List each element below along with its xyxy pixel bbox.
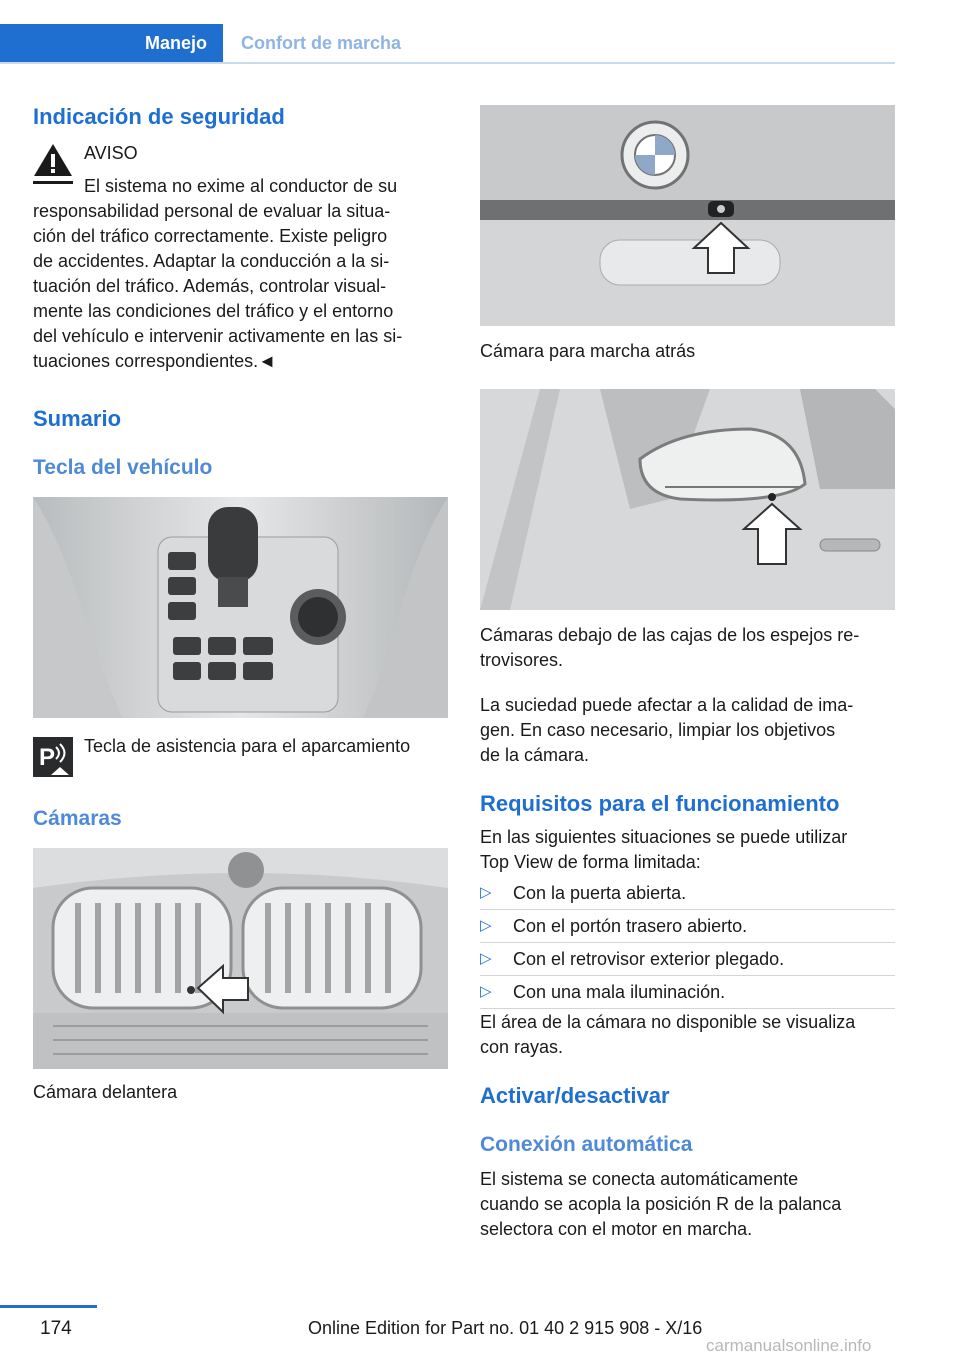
bullet-triangle-icon: ▷ xyxy=(480,950,492,967)
bullet-triangle-icon: ▷ xyxy=(480,917,492,934)
footer-rule xyxy=(0,1305,97,1308)
dirt-line: de la cámara. xyxy=(480,745,590,765)
page-number: 174 xyxy=(40,1318,72,1339)
list-item: ▷ Con el portón trasero abierto. xyxy=(480,913,895,939)
requirements-intro-line: En las siguientes situaciones se puede utilizar xyxy=(480,827,848,847)
warning-line: El sistema no exime al conductor de su xyxy=(84,176,398,196)
mirror-caption-line: trovisores. xyxy=(480,650,564,670)
list-divider xyxy=(480,1008,895,1009)
warning-line: ción del tráfico correctamente. Existe peligro xyxy=(33,226,388,246)
bullet-triangle-icon: ▷ xyxy=(480,884,492,901)
warning-line: tuación del tráfico. Además, controlar visual- xyxy=(33,276,387,296)
safety-heading: Indicación de seguridad xyxy=(33,104,285,129)
front-camera-photo xyxy=(33,848,448,1069)
list-item: ▷ Con una mala iluminación. xyxy=(480,979,895,1005)
warning-line: tuaciones correspondientes.◄ xyxy=(33,351,276,371)
list-divider xyxy=(480,909,895,910)
dirt-line: gen. En caso necesario, limpiar los objetivos xyxy=(480,720,836,740)
tab-confort-de-marcha[interactable]: Confort de marcha xyxy=(241,33,402,53)
requirements-heading: Requisitos para el funcionamiento xyxy=(480,791,840,816)
svg-text:P: P xyxy=(39,744,56,771)
activate-heading: Activar/desactivar xyxy=(480,1083,670,1108)
warning-title: AVISO xyxy=(84,143,138,163)
mirror-caption-line: Cámaras debajo de las cajas de los espejos re- xyxy=(480,625,860,645)
list-item: ▷ Con el retrovisor exterior plegado. xyxy=(480,946,895,972)
front-camera-caption: Cámara delantera xyxy=(33,1082,178,1102)
rear-camera-caption: Cámara para marcha atrás xyxy=(480,341,696,361)
auto-line: El sistema se conecta automáticamente xyxy=(480,1169,799,1189)
center-console-photo xyxy=(33,497,448,718)
warning-line: responsabilidad personal de evaluar la situa- xyxy=(33,201,391,221)
auto-heading: Conexión automática xyxy=(480,1133,693,1156)
list-divider xyxy=(480,942,895,943)
rear-camera-photo xyxy=(480,105,895,326)
park-assist-button-icon xyxy=(33,737,73,777)
watermark: carmanualsonline.info xyxy=(706,1336,872,1355)
dirt-line: La suciedad puede afectar a la calidad de ima- xyxy=(480,695,854,715)
parking-key-caption: Tecla de asistencia para el aparcamiento xyxy=(84,736,411,756)
requirements-intro-line: Top View de forma limitada: xyxy=(480,852,701,872)
auto-line: selectora con el motor en marcha. xyxy=(480,1219,753,1239)
stripes-line: El área de la cámara no disponible se visualiza xyxy=(480,1012,856,1032)
summary-heading: Sumario xyxy=(33,406,122,431)
mirror-camera-photo xyxy=(480,389,895,610)
list-divider xyxy=(480,975,895,976)
cameras-heading: Cámaras xyxy=(33,807,122,830)
section-tabs xyxy=(0,24,895,64)
auto-line: cuando se acopla la posición R de la palanca xyxy=(480,1194,842,1214)
warning-line: mente las condiciones del tráfico y el entorno xyxy=(33,301,394,321)
tab-manejo[interactable]: Manejo xyxy=(0,24,223,62)
warning-line: de accidentes. Adaptar la conducción a la si- xyxy=(33,251,390,271)
warning-triangle-icon xyxy=(33,143,73,185)
stripes-line: con rayas. xyxy=(480,1037,564,1057)
vehicle-key-heading: Tecla del vehículo xyxy=(33,456,213,479)
list-item: ▷ Con la puerta abierta. xyxy=(480,880,895,906)
bullet-triangle-icon: ▷ xyxy=(480,983,492,1000)
edition-text: Online Edition for Part no. 01 40 2 915 908 - X/16 xyxy=(308,1318,703,1338)
warning-line: del vehículo e intervenir activamente en las si- xyxy=(33,326,403,346)
